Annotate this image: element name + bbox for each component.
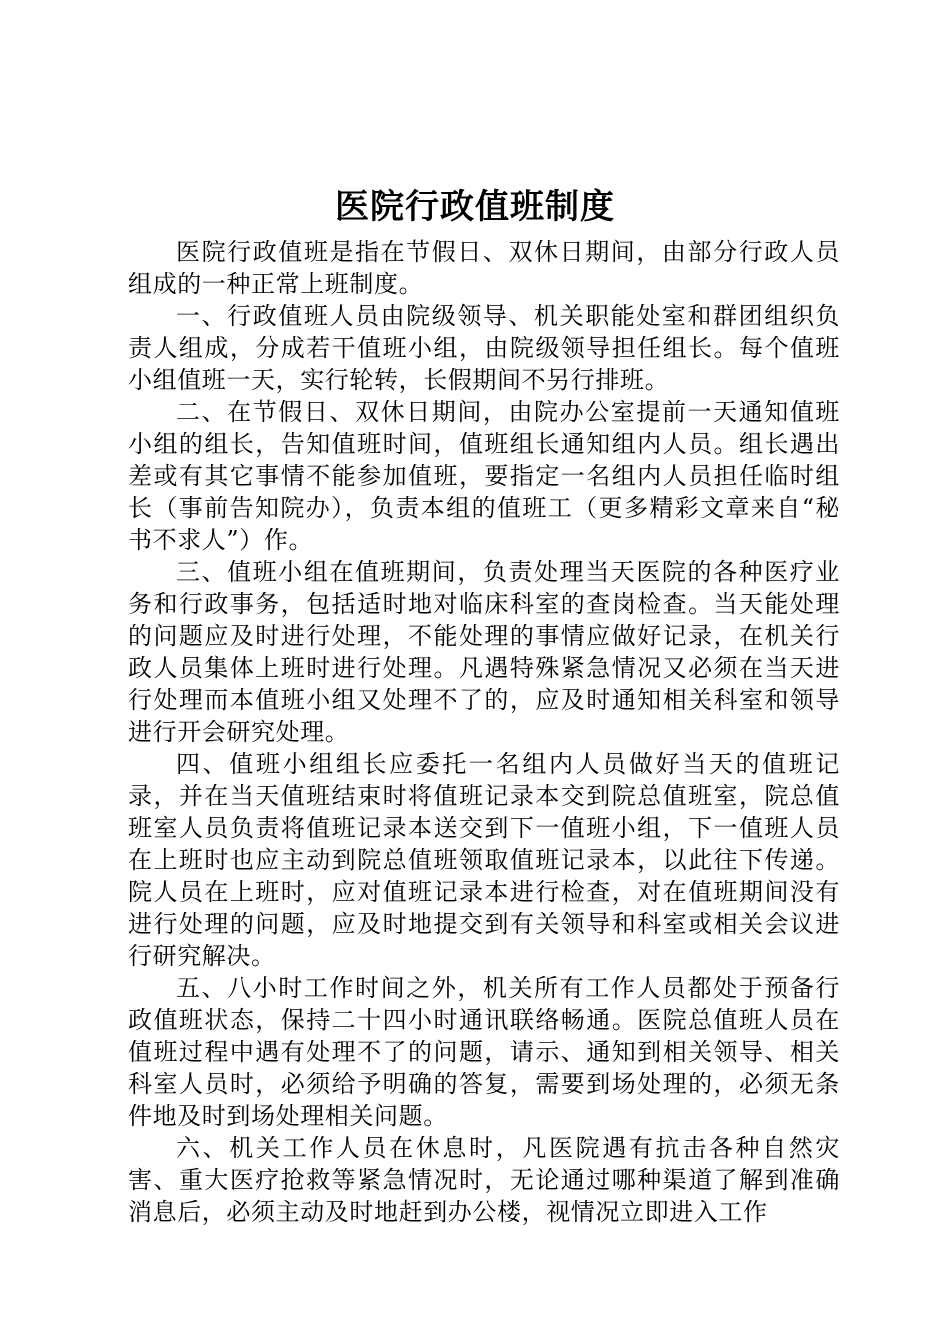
document-body [128, 236, 840, 1228]
paragraph-section-3: 三、值班小组在值班期间，负责处理当天医院的各种医疗业务和行政事务，包括适时地对临床科室的查岗检查。当天能处理的问题应及时进行处理，不能处理的事情应做好记录，在机关行政人员集体上班时进行处理。凡遇特殊紧急情况又必须在当天进行处理而本值班小组又处理不了的，应及时通知相关科室和领导进行开会研究处理。 [128, 558, 840, 746]
paragraph-section-6: 六、机关工作人员在休息时，凡医院遇有抗击各种自然灾害、重大医疗抢救等紧急情况时，无论通过哪种渠道了解到准确消息后，必须主动及时地赶到办公楼，视情况立即进入工作 [128, 1134, 840, 1226]
paragraph-section-5: 五、八小时工作时间之外，机关所有工作人员都处于预备行政值班状态，保持二十四小时通讯联络畅通。医院总值班人员在值班过程中遇有处理不了的问题，请示、通知到相关领导、相关科室人员时，必须给予明确的答复，需要到场处理的，必须无条件地及时到场处理相关问题。 [128, 974, 840, 1130]
document-title: 医院行政值班制度 [335, 187, 615, 227]
paragraph-section-2: 二、在节假日、双休日期间，由院办公室提前一天通知值班小组的组长，告知值班时间，值班组长通知组内人员。组长遇出差或有其它事情不能参加值班，要指定一名组内人员担任临时组长（事前告知院办），负责本组的值班工（更多精彩文章来自“秘书不求人”）作。 [128, 398, 840, 554]
paragraph-section-4: 四、值班小组组长应委托一名组内人员做好当天的值班记录，并在当天值班结束时将值班记录本交到院总值班室，院总值班室人员负责将值班记录本送交到下一值班小组，下一值班人员在上班时也应主动到院总值班领取值班记录本，以此往下传递。院人员在上班时，应对值班记录本进行检查，对在值班期间没有进行处理的问题，应及时地提交到有关领导和科室或相关会议进行研究解决。 [128, 750, 840, 970]
paragraph-intro: 医院行政值班是指在节假日、双休日期间，由部分行政人员组成的一种正常上班制度。 [128, 238, 840, 298]
paragraph-section-1: 一、行政值班人员由院级领导、机关职能处室和群团组织负责人组成，分成若干值班小组，由院级领导担任组长。每个值班小组值班一天，实行轮转，长假期间不另行排班。 [128, 302, 840, 394]
